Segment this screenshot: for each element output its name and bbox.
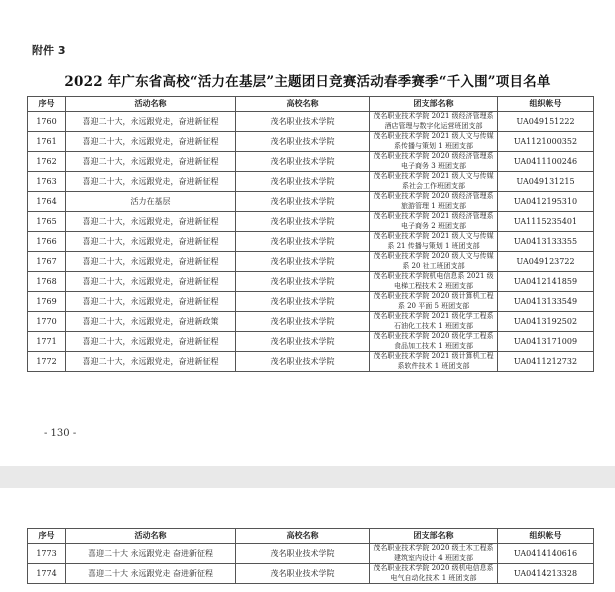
cell-school: 茂名职业技术学院 bbox=[236, 272, 370, 292]
header-account: 组织帐号 bbox=[498, 97, 594, 112]
cell-account: UA0412141859 bbox=[498, 272, 594, 292]
cell-seq: 1762 bbox=[28, 152, 66, 172]
project-table-continued bbox=[27, 528, 594, 584]
table-row bbox=[28, 352, 594, 372]
cell-school: 茂名职业技术学院 bbox=[236, 132, 370, 152]
cell-school: 茂名职业技术学院 bbox=[236, 112, 370, 132]
header-account: 组织帐号 bbox=[498, 529, 594, 544]
header-seq: 序号 bbox=[28, 97, 66, 112]
cell-branch: 茂名职业技术学院 2020 级人文与传媒系 20 社工班团支部 bbox=[370, 252, 498, 272]
table-row bbox=[28, 172, 594, 192]
page-gap bbox=[0, 466, 615, 488]
cell-seq: 1763 bbox=[28, 172, 66, 192]
cell-school: 茂名职业技术学院 bbox=[236, 292, 370, 312]
document-title: 2022 年广东省高校“活力在基层”主题团日竞赛活动春季赛季“千入围”项目名单 bbox=[64, 74, 551, 90]
cell-school: 茂名职业技术学院 bbox=[236, 172, 370, 192]
cell-school: 茂名职业技术学院 bbox=[236, 192, 370, 212]
table-row bbox=[28, 332, 594, 352]
cell-branch: 茂名职业技术学院 2020 级经济管理系旅游管理 1 班团支部 bbox=[370, 192, 498, 212]
cell-account: UA049131215 bbox=[498, 172, 594, 192]
cell-school: 茂名职业技术学院 bbox=[236, 352, 370, 372]
cell-branch: 茂名职业技术学院 2021 级经济管理系酒店管理与数字化运营班团支部 bbox=[370, 112, 498, 132]
table-row bbox=[28, 132, 594, 152]
project-table bbox=[27, 96, 594, 372]
cell-activity: 喜迎二十大，永远跟党走，奋进新征程 bbox=[66, 272, 236, 292]
cell-school: 茂名职业技术学院 bbox=[236, 312, 370, 332]
cell-branch: 茂名职业技术学院 2020 级计算机工程系 20 平面 5 班团支部 bbox=[370, 292, 498, 312]
table-row bbox=[28, 564, 594, 584]
cell-activity: 喜迎二十大，永远跟党走，奋进新征程 bbox=[66, 292, 236, 312]
cell-activity: 活力在基层 bbox=[66, 192, 236, 212]
cell-account: UA1121000352 bbox=[498, 132, 594, 152]
cell-account: UA0413192502 bbox=[498, 312, 594, 332]
cell-seq: 1761 bbox=[28, 132, 66, 152]
header-school: 高校名称 bbox=[236, 97, 370, 112]
table-row bbox=[28, 272, 594, 292]
cell-branch: 茂名职业技术学院 2020 级机电信息系电气自动化技术 1 班团支部 bbox=[370, 564, 498, 584]
table-row bbox=[28, 544, 594, 564]
table-row bbox=[28, 192, 594, 212]
cell-seq: 1767 bbox=[28, 252, 66, 272]
cell-activity: 喜迎二十大，永远跟党走，奋进新征程 bbox=[66, 172, 236, 192]
cell-activity: 喜迎二十大 永远跟党走 奋进新征程 bbox=[66, 544, 236, 564]
table-body bbox=[28, 112, 594, 372]
cell-activity: 喜迎二十大，永远跟党走，奋进新征程 bbox=[66, 132, 236, 152]
table-row bbox=[28, 152, 594, 172]
table-row bbox=[28, 232, 594, 252]
cell-branch: 茂名职业技术学院 2021 级人文与传媒系社会工作班团支部 bbox=[370, 172, 498, 192]
cell-school: 茂名职业技术学院 bbox=[236, 544, 370, 564]
header-school: 高校名称 bbox=[236, 529, 370, 544]
cell-activity: 喜迎二十大，永远跟党走，奋进新征程 bbox=[66, 212, 236, 232]
cell-account: UA0411100246 bbox=[498, 152, 594, 172]
cell-seq: 1765 bbox=[28, 212, 66, 232]
cell-seq: 1773 bbox=[28, 544, 66, 564]
table-header-row bbox=[28, 97, 594, 112]
header-branch: 团支部名称 bbox=[370, 97, 498, 112]
cell-activity: 喜迎二十大，永远跟党走，奋进新征程 bbox=[66, 252, 236, 272]
header-activity: 活动名称 bbox=[66, 97, 236, 112]
page-number: - 130 - bbox=[44, 428, 77, 439]
cell-branch: 茂名职业技术学院 2021 级经济管理系电子商务 2 班团支部 bbox=[370, 212, 498, 232]
header-activity: 活动名称 bbox=[66, 529, 236, 544]
cell-activity: 喜迎二十大，永远跟党走，奋进新政策 bbox=[66, 312, 236, 332]
cell-activity: 喜迎二十大 永远跟党走 奋进新征程 bbox=[66, 564, 236, 584]
cell-branch: 茂名职业技术学院 2021 级计算机工程系软件技术 1 班团支部 bbox=[370, 352, 498, 372]
cell-activity: 喜迎二十大，永远跟党走，奋进新征程 bbox=[66, 112, 236, 132]
cell-branch: 茂名职业技术学院 2021 级化学工程系石油化工技术 1 班团支部 bbox=[370, 312, 498, 332]
header-branch: 团支部名称 bbox=[370, 529, 498, 544]
cell-seq: 1774 bbox=[28, 564, 66, 584]
table-body bbox=[28, 544, 594, 584]
cell-school: 茂名职业技术学院 bbox=[236, 332, 370, 352]
cell-account: UA0413171009 bbox=[498, 332, 594, 352]
cell-activity: 喜迎二十大，永远跟党走，奋进新征程 bbox=[66, 332, 236, 352]
cell-seq: 1769 bbox=[28, 292, 66, 312]
table-row bbox=[28, 312, 594, 332]
cell-account: UA1115235401 bbox=[498, 212, 594, 232]
cell-branch: 茂名职业技术学院 2021 级人文与传媒系 21 传播与策划 1 班团支部 bbox=[370, 232, 498, 252]
cell-account: UA0414213328 bbox=[498, 564, 594, 584]
cell-account: UA0414140616 bbox=[498, 544, 594, 564]
cell-school: 茂名职业技术学院 bbox=[236, 564, 370, 584]
attachment-label: 附件 3 bbox=[32, 44, 66, 57]
table-row bbox=[28, 252, 594, 272]
cell-activity: 喜迎二十大，永远跟党走，奋进新征程 bbox=[66, 152, 236, 172]
cell-account: UA049151222 bbox=[498, 112, 594, 132]
cell-seq: 1770 bbox=[28, 312, 66, 332]
cell-seq: 1768 bbox=[28, 272, 66, 292]
cell-seq: 1772 bbox=[28, 352, 66, 372]
table-row bbox=[28, 292, 594, 312]
cell-seq: 1764 bbox=[28, 192, 66, 212]
cell-branch: 茂名职业技术学院 2021 级人文与传媒系传播与策划 1 班团支部 bbox=[370, 132, 498, 152]
cell-account: UA0413133355 bbox=[498, 232, 594, 252]
cell-branch: 茂名职业技术学院 2020 级化学工程系食品加工技术 1 班团支部 bbox=[370, 332, 498, 352]
cell-seq: 1760 bbox=[28, 112, 66, 132]
header-seq: 序号 bbox=[28, 529, 66, 544]
cell-school: 茂名职业技术学院 bbox=[236, 152, 370, 172]
table-header-row bbox=[28, 529, 594, 544]
cell-school: 茂名职业技术学院 bbox=[236, 212, 370, 232]
cell-account: UA0411212732 bbox=[498, 352, 594, 372]
cell-branch: 茂名职业技术学院机电信息系 2021 级电梯工程技术 2 班团支部 bbox=[370, 272, 498, 292]
table-row bbox=[28, 212, 594, 232]
cell-activity: 喜迎二十大，永远跟党走，奋进新征程 bbox=[66, 232, 236, 252]
cell-account: UA0412195310 bbox=[498, 192, 594, 212]
cell-account: UA0413133549 bbox=[498, 292, 594, 312]
cell-branch: 茂名职业技术学院 2020 级经济管理系电子商务 3 班团支部 bbox=[370, 152, 498, 172]
cell-account: UA049123722 bbox=[498, 252, 594, 272]
cell-branch: 茂名职业技术学院 2020 级土木工程系建筑室内设计 4 班团支部 bbox=[370, 544, 498, 564]
table-row bbox=[28, 112, 594, 132]
cell-seq: 1766 bbox=[28, 232, 66, 252]
cell-activity: 喜迎二十大，永远跟党走，奋进新征程 bbox=[66, 352, 236, 372]
cell-seq: 1771 bbox=[28, 332, 66, 352]
cell-school: 茂名职业技术学院 bbox=[236, 252, 370, 272]
cell-school: 茂名职业技术学院 bbox=[236, 232, 370, 252]
